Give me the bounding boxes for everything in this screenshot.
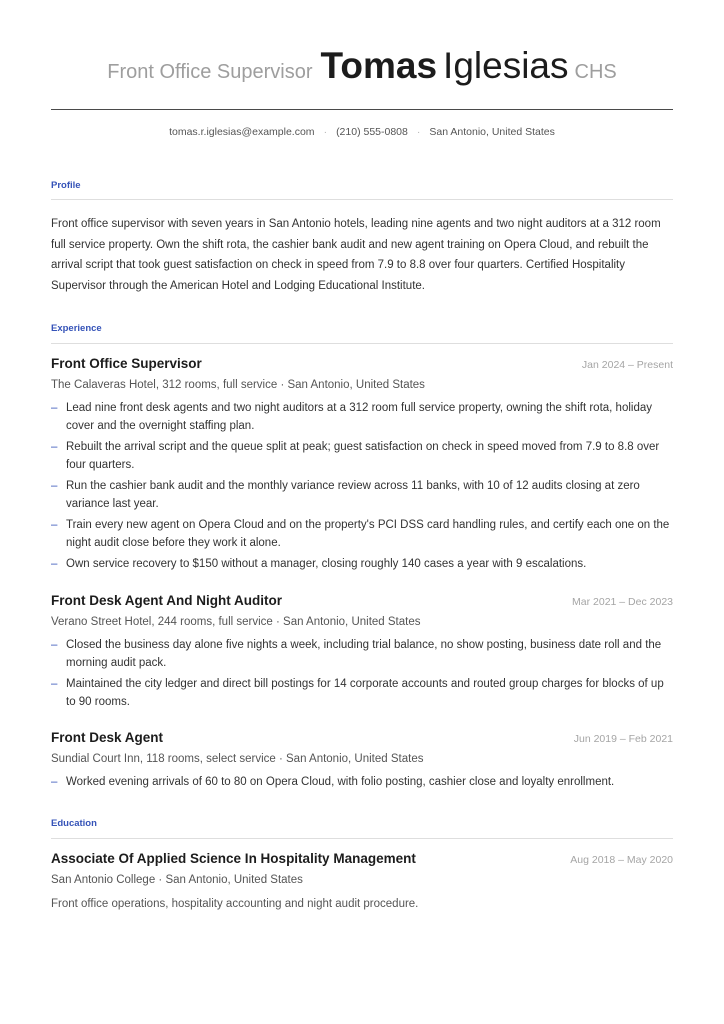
header-divider bbox=[51, 109, 673, 110]
list-item: – Train every new agent on Opera Cloud and on the property's PCI DSS card handling rules, and certify each one on the night audit close before they work it alone. bbox=[51, 516, 673, 552]
list-item: – Own service recovery to $150 without a manager, closing roughly 140 cases a year with 9 escalations. bbox=[51, 555, 673, 573]
education-school: San Antonio College · San Antonio, United States bbox=[51, 874, 303, 886]
header-first-name: Tomas bbox=[320, 45, 438, 86]
bullet-dash: – bbox=[51, 639, 58, 651]
section-divider bbox=[51, 838, 673, 839]
job-title: Front Desk Agent And Night Auditor bbox=[51, 593, 282, 608]
job-bullets bbox=[51, 399, 673, 573]
job-dates: Mar 2021 – Dec 2023 bbox=[572, 596, 673, 608]
contact-line bbox=[51, 126, 673, 138]
job-title: Front Office Supervisor bbox=[51, 356, 202, 371]
section-title-experience: Experience bbox=[51, 323, 102, 334]
bullet-dash: – bbox=[51, 519, 58, 531]
job-dates: Jan 2024 – Present bbox=[581, 359, 673, 371]
job-bullets bbox=[51, 773, 673, 791]
resume-header bbox=[51, 45, 673, 95]
section-divider bbox=[51, 199, 673, 200]
contact-separator: · bbox=[416, 126, 421, 138]
header-last-name: Iglesias bbox=[443, 45, 569, 86]
education-description: Front office operations, hospitality accounting and night audit procedure. bbox=[51, 898, 419, 910]
profile-summary: Front office supervisor with seven years in San Antonio hotels, leading nine agents and two night auditors at a 312 room full service property. Own the shift rota, the cashier bank audit and new agent training on Opera Cloud, and rebuilt the arrival script that took guest satisfaction on check in speed from 7.9 to 8.8 over four quarters. Certified Hospitality Supervisor through the American Hotel and Lodging Educational Institute. bbox=[51, 218, 661, 292]
job-dates: Jun 2019 – Feb 2021 bbox=[573, 733, 673, 745]
job-title: Front Desk Agent bbox=[51, 730, 164, 745]
contact-email[interactable]: tomas.r.iglesias@example.com bbox=[169, 126, 315, 138]
job-employer: Sundial Court Inn, 118 rooms, select service · San Antonio, United States bbox=[51, 753, 424, 765]
job-entry bbox=[51, 593, 673, 714]
bullet-dash: – bbox=[51, 776, 58, 788]
header-credential: CHS bbox=[574, 61, 617, 83]
list-item: – Worked evening arrivals of 60 to 80 on Opera Cloud, with folio posting, cashier close and loyalty enrollment. bbox=[51, 773, 673, 791]
list-item: – Closed the business day alone five nights a week, including trial balance, no show posting, business date roll and the morning audit pack. bbox=[51, 636, 673, 672]
bullet-dash: – bbox=[51, 678, 58, 690]
list-item: – Maintained the city ledger and direct bill postings for 14 corporate accounts and routed group charges for blocks of up to 90 rooms. bbox=[51, 675, 673, 711]
list-item: – Run the cashier bank audit and the monthly variance review across 11 banks, with 10 of 12 audits closing at zero variance last year. bbox=[51, 477, 673, 513]
bullet-dash: – bbox=[51, 402, 58, 414]
job-bullets bbox=[51, 636, 673, 711]
job-employer: Verano Street Hotel, 244 rooms, full service · San Antonio, United States bbox=[51, 616, 421, 628]
education-entry bbox=[51, 851, 673, 913]
bullet-dash: – bbox=[51, 441, 58, 453]
section-title-profile: Profile bbox=[51, 180, 81, 191]
job-employer: The Calaveras Hotel, 312 rooms, full service · San Antonio, United States bbox=[51, 379, 425, 391]
list-item: – Lead nine front desk agents and two night auditors at a 312 room full service property, owning the shift rota, holiday cover and the overnight staffing plan. bbox=[51, 399, 673, 435]
header-role: Front Office Supervisor bbox=[107, 61, 313, 83]
job-entry bbox=[51, 356, 673, 576]
contact-phone[interactable]: (210) 555-0808 bbox=[336, 126, 408, 138]
contact-separator: · bbox=[323, 126, 328, 138]
section-title-education: Education bbox=[51, 818, 97, 829]
bullet-dash: – bbox=[51, 558, 58, 570]
degree-title: Associate Of Applied Science In Hospitality Management bbox=[51, 851, 416, 866]
job-entry bbox=[51, 730, 673, 794]
education-dates: Aug 2018 – May 2020 bbox=[570, 854, 673, 866]
section-divider bbox=[51, 343, 673, 344]
contact-location: San Antonio, United States bbox=[429, 126, 555, 138]
list-item: – Rebuilt the arrival script and the queue split at peak; guest satisfaction on check in speed moved from 7.9 to 8.8 over four quarters. bbox=[51, 438, 673, 474]
bullet-dash: – bbox=[51, 480, 58, 492]
